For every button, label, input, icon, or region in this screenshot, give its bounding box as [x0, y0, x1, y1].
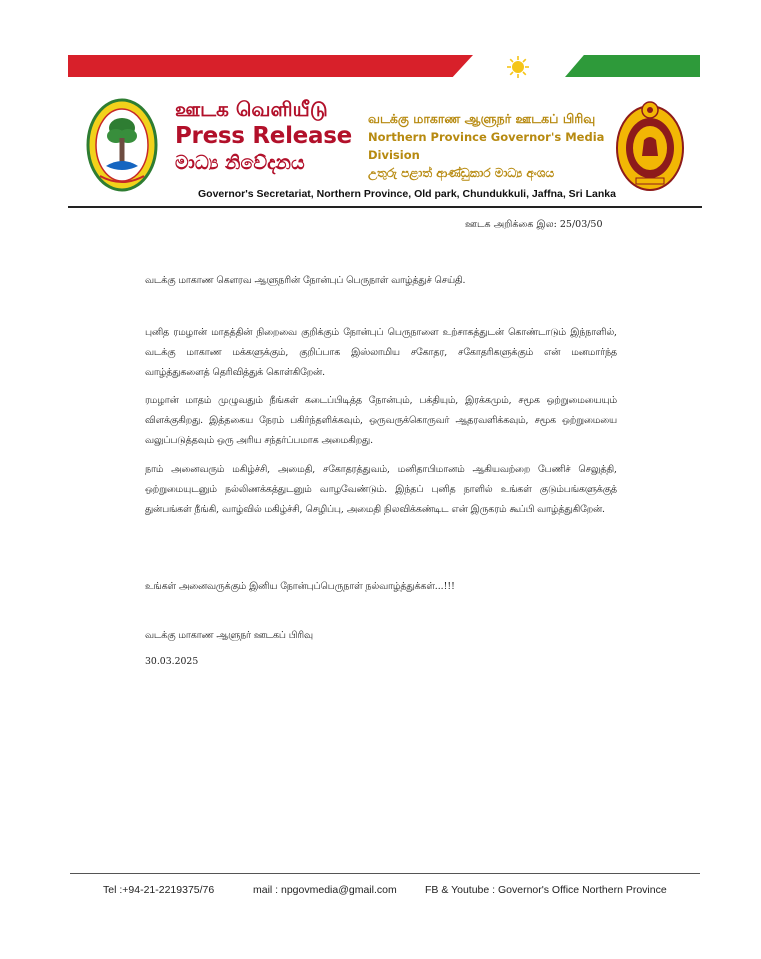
header-divider	[68, 206, 702, 208]
sun-icon	[506, 55, 530, 79]
title-tamil: ஊடக வெளியீடு	[175, 97, 328, 121]
paragraph-1: புனித ரமழான் மாதத்தின் நிறைவை குறிக்கும் நோன்புப் பெருநாளை உற்சாகத்துடன் கொண்டாடும் இந்நாளில், வடக்கு மாகாண மக்களுக்கும், குறிப்பாக இஸ்லாமிய சகோதர, சகோதரிகளுக்கும் என் மனமார்ந்த வாழ்த்துகளைத் தெரிவித்துக் கொள்கிறேன்.	[145, 327, 617, 378]
footer-telephone: Tel :+94-21-2219375/76	[103, 884, 215, 896]
sri-lanka-emblem-icon	[614, 98, 686, 193]
northern-province-emblem-icon	[86, 98, 158, 193]
footer-email: mail : npgovmedia@gmail.com	[253, 884, 397, 896]
address-line: Governor's Secretariat, Northern Province, Old park, Chundukkuli, Jaffna, Sri Lanka	[198, 188, 616, 200]
division-english: Northern Province Governor's Media Division	[368, 130, 605, 162]
footer-social: FB & Youtube : Governor's Office Northern Province	[425, 884, 667, 896]
title-sinhala: මාධ්‍ය නිවේදනය	[175, 152, 305, 174]
title-english: Press Release	[175, 123, 352, 149]
greeting-line: உங்கள் அனைவருக்கும் இனிய நோன்புப்பெருநாள் நல்வாழ்த்துக்கள்...!!!	[145, 581, 455, 592]
subject-line: வடக்கு மாகாண கௌரவ ஆளுநரின் நோன்புப் பெருநாள் வாழ்த்துச் செய்தி.	[145, 275, 466, 286]
division-sinhala: උතුරු පළාත් ආණ්ඩුකාර මාධ්‍ය අංශය	[368, 166, 555, 180]
reference-number: ஊடக அறிக்கை இல: 25/03/50	[465, 219, 603, 230]
division-tamil: வடக்கு மாகாண ஆளுநர் ஊடகப் பிரிவு	[368, 111, 596, 126]
paragraph-2: ரமழான் மாதம் முழுவதும் நீங்கள் கடைப்பிடித்த நோன்பும், பக்தியும், இரக்கமும், சமூக ஒற்றுமையையும் விளக்குகிறது. இத்தகைய நேரம் பகிர்ந்தளிக்கவும், ஒருவருக்கொருவர் ஆதரவளிக்கவும், சமூக ஒற்றுமையை வலுப்படுத்தவும் ஒரு அரிய சந்தர்ப்பமாக அமைகிறது.	[145, 395, 617, 446]
media-division-title	[368, 110, 608, 182]
paragraph-3: நாம் அனைவரும் மகிழ்ச்சி, அமைதி, சகோதரத்துவம், மனிதாபிமானம் ஆகியவற்றை பேணிச் செலுத்தி, ஒற்றுமையுடனும் நல்லிணக்கத்துடனும் வாழவேண்டும். இந்தப் புனித நாளில் உங்கள் குடும்பங்களுக்குத் துன்பங்கள் நீங்கி, வாழ்வில் மகிழ்ச்சி, செழிப்பு, அமைதி நிலவிக்கண்டிட என் இருகரம் கூப்பி வாழ்த்துகிறேன்.	[145, 464, 617, 515]
footer-divider	[70, 873, 700, 874]
top-red-band	[68, 55, 473, 77]
press-release-title	[175, 96, 365, 176]
top-green-band	[565, 55, 700, 77]
signature: வடக்கு மாகாண ஆளுநர் ஊடகப் பிரிவு	[145, 630, 313, 641]
date: 30.03.2025	[145, 656, 199, 667]
